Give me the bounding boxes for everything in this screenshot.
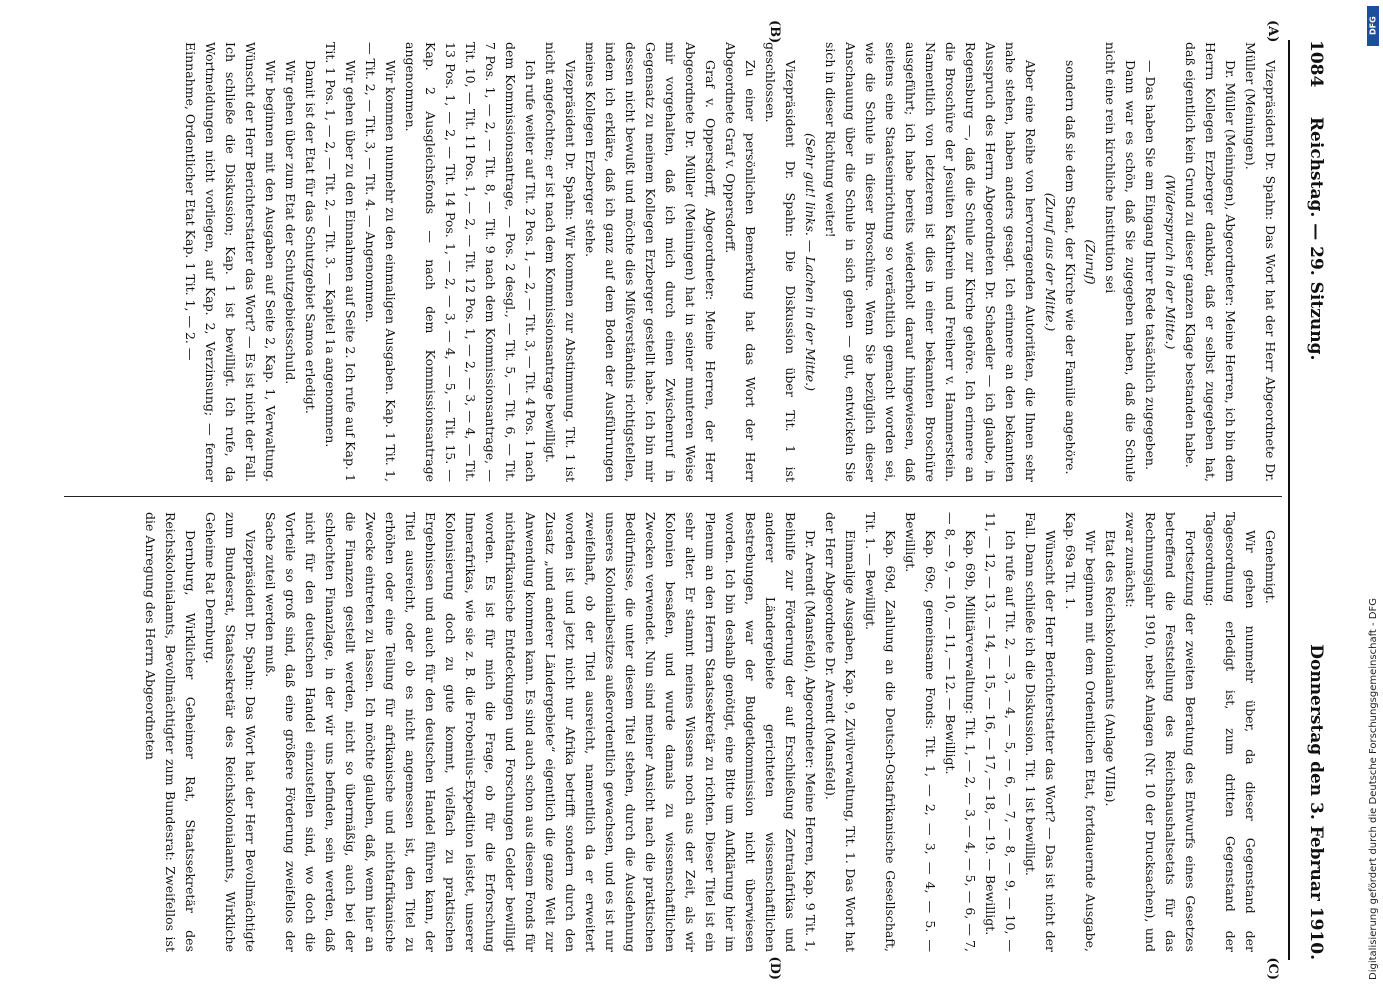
paragraph: (Widerspruch in der Mitte.) xyxy=(1162,174,1178,350)
paragraph: Kap. 69b, Militärverwaltung: Tit. 1, — 2, — 3, — 4, — 5, — 6, — 7, — 8, — 9, — 10, — 11, — 12. — Bewilligt. xyxy=(942,512,978,952)
paragraph: Ich rufe auf Tit. 2, — 3, — 4, — 5, — 6, — 7, — 8, — 9, — 10, — 11, — 12, — 13, — 14, — 15, — 16, — 17, — 18, — 19. — Bewilligt. xyxy=(982,512,1018,952)
margin-letter-a: (A) xyxy=(1264,20,1280,43)
paragraph: Wir gehen über zum Etat der Schutzgebietsschuld. xyxy=(282,60,298,385)
left-column xyxy=(62,42,1280,482)
page-header xyxy=(1288,40,1326,960)
paragraph: (Zuruf) xyxy=(1082,239,1098,285)
paragraph: Wir beginnen mit den Ausgaben auf Seite 2, Kap. 1, Verwaltung. Wünscht der Herr Berichterstatter das Wort? — Es ist nicht der Fall. Ich schließe die Diskussion; Kap. 1 ist bewilligt. Ich rufe, da Wortmeldungen nicht vorliegen, auf Kap. 2, Verzinsung; — ferner Einnahme, Ordentlicher Etat Kap. 1 Tit. 1, — 2. — xyxy=(182,42,278,482)
document-page xyxy=(42,20,1342,980)
paragraph: (Sehr gut! links. — Lachen in der Mitte.) xyxy=(802,132,818,392)
paragraph: Vizepräsident Dr. Spahn: Das Wort hat der Herr Bevollmächtigte zum Bundesrat, Staatssekretär des Reichskolonialamts, Wirkliche Geheime Rat Dernburg. xyxy=(202,512,258,952)
paragraph: sondern daß sie dem Staat, der Kirche wie der Familie angehöre. xyxy=(1062,60,1078,475)
paragraph: Etat des Reichskolonialamts (Anlage VIIIa). xyxy=(1102,530,1118,807)
paragraph: Dr. Arendt (Mansfeld), Abgeordneter: Meine Herren, Kap. 9 Tit. 1, Beihilfe zur Förderung der auf Erschließung Zentralafrikas und anderer Ländergebiete gerichteten wissenschaftlichen Bestrebungen, war der Budgetkommission nicht überwiesen worden. Ich bin deshalb genötigt, eine Bitte um Aufklärung hier im Plenum an den Herrn Staatssekretär zu richten. Dieser Titel ist ein sehr alter. Er stammt meines Wissens noch aus der Zeit, als wir Kolonien besaßen, und wurde damals zu wissenschaftlichen Zwecken verwendet. Nun sind meiner Ansicht nach die praktischen Bedürfnisse, die unter diesem Titel stehen, durch die Ausdehnung unseres Kolonialbesitzes außerordentlich gewachsen, und es ist nur zweifelhaft, ob der Titel ausreicht, namentlich da er erweitert worden ist und jetzt nicht nur Afrika betrifft sondern durch den Zusatz „und anderer Ländergebiete“ eigentlich die ganze Welt zur Anwendung kommen kann. Es sind auch schon aus diesem Fonds für nichtafrikanische Entdeckungen und Forschungen Gelder bewilligt worden. Es ist für mich die Frage, ob für die Erforschung Innerafrikas, wie sie z. B. die Frobenius-Expedition leistet, unserer Kolonisierung doch zu gute kommt, vielfach zu praktischen Ergebnissen und auch für den deutschen Handel führen kann, der Titel ausreicht, oder ob es nicht angemessen ist, den Titel zu erhöhen oder eine Teilung für afrikanische und nichtafrikanische Zwecke eintreten zu lassen. Ich möchte glauben, daß, wenn hier an die Finanzen gestellt werden, nicht so übermäßig, auch bei der schlechten Finanzlage, in der wir uns befinden, sein werden, daß nicht für den deutschen Handel einzustellen sind, wo doch die Vorteile so groß sind, daß eine größere Förderung zweifellos der Sache zuteil werden muß. xyxy=(262,512,818,952)
paragraph: Wünscht der Herr Berichterstatter das Wort? — Das ist nicht der Fall. Dann schließe ich die Diskussion. Tit. 1 ist bewilligt. xyxy=(1022,512,1058,952)
paragraph: Damit ist der Etat für das Schutzgebiet Samoa erledigt. xyxy=(302,60,318,414)
margin-letter-b: (B) xyxy=(766,20,782,44)
paragraph: Kap. 69d, Zahlung an die Deutsch-Ostafrikanische Gesellschaft, Tit. 1. — Bewilligt. xyxy=(862,512,898,952)
paragraph: Einmalige Ausgaben, Kap. 9, Zivilverwaltung, Tit. 1. Das Wort hat der Herr Abgeordnete Dr. Arendt (Mansfeld). xyxy=(822,512,858,952)
left-title: Reichstag. — 29. Sitzung. xyxy=(1305,116,1326,361)
margin-letter-c: (C) xyxy=(1264,957,1280,980)
paragraph: Vizepräsident Dr. Spahn: Das Wort hat der Herr Abgeordnete Dr. Müller (Meiningen). xyxy=(1242,42,1278,482)
page-number: 1084 xyxy=(1305,40,1326,88)
paragraph: Wir beginnen mit dem Ordentlichen Etat, fortdauernde Ausgabe, Kap. 69a Tit. 1. xyxy=(1062,512,1098,952)
paragraph: Dann war es schön, daß Sie zugegeben haben, daß die Schule nicht eine rein kirchliche Institution sei xyxy=(1102,42,1138,482)
column-divider xyxy=(64,496,1282,497)
paragraph: Aber eine Reihe von hervorragenden Autoritäten, die Ihnen sehr nahe stehen, haben anders gesagt. Ich erinnere an den bekannten Ausspruch des Herrn Abgeordneten Dr. Schaedler — ich glaube, in Regensburg —, daß die Schule zur Kirche gehöre. Ich erinnere an die Broschüre der Jesuiten Kathrein und Freiherr v. Hammerstein. Namentlich von letzterem ist dies in einer bekannten Broschüre ausgeführt; ich habe bereits wiederholt darauf hingewiesen, daß seitens eine Staatseinrichtung so verächtlich gemacht worden sei, wie die Schule in dieser Broschüre. Wenn Sie bezüglich dieser Anschauung über die Schule in sich gehen — gut, entwickeln Sie sich in dieser Richtung weiter! xyxy=(822,42,1038,482)
paragraph: Fortsetzung der zweiten Beratung des Entwurfs eines Gesetzes betreffend die Feststellung des Reichshaushaltsetats für das Rechnungsjahr 1910, nebst Anlagen (Nr. 10 der Drucksachen), und zwar zunächst: xyxy=(1122,512,1198,952)
paragraph: Dernburg, Wirklicher Geheimer Rat, Staatssekretär des Reichskolonialamts, Bevollmächtigter zum Bundesrat: Zweifellos ist die Anregung des Herrn Abgeordneten xyxy=(142,512,198,952)
paragraph: Dr. Müller (Meiningen), Abgeordneter: Meine Herren, ich bin dem Herrn Kollegen Erzberger dankbar, daß er selbst zugegeben hat, daß eigentlich kein Grund zu dieser ganzen Klage bestanden habe. xyxy=(1182,42,1238,482)
paragraph: Zu einer persönlichen Bemerkung hat das Wort der Herr Abgeordnete Graf v. Oppersdorff. xyxy=(722,42,758,482)
paragraph: Kap. 69c, gemeinsame Fonds: Tit. 1, — 2, — 3, — 4, — 5. — Bewilligt. xyxy=(902,512,938,952)
paragraph: Graf v. Oppersdorff, Abgeordneter: Meine Herren, der Herr Abgeordnete Dr. Müller (Meiningen) hat in seiner munteren Weise mir vorgehalten, daß ich mich durch einen Zwischenruf in Gegensatz zu meinem Kollegen Erzberger gestellt habe. Ich bin mir dessen nicht bewußt und möchte dies Mißverständnis richtigstellen, indem ich erkläre, daß ich ganz auf dem Boden der Ausführungen meines Kollegen Erzberger stehe. xyxy=(582,42,718,482)
paragraph: Vizepräsident Dr. Spahn: Die Diskussion über Tit. 1 ist geschlossen. xyxy=(762,42,798,482)
header-left xyxy=(1306,40,1326,360)
right-title: Donnerstag den 3. Februar 1910. xyxy=(1305,644,1326,960)
paragraph: Wir kommen nunmehr zu den einmaligen Ausgaben. Kap. 1 Tit. 1, — Tit. 2, — Tit. 3, — Tit. 4. — Angenommen. xyxy=(362,42,398,482)
dfg-logo: DFG xyxy=(1367,6,1379,46)
digitization-credit: Digitalisierung gefördert durch die Deutsche Forschungsgemeinschaft - DFG xyxy=(1368,597,1379,980)
paragraph: Ich rufe weiter auf Tit. 2 Pos. 1, — 2, — Tit. 3, — Tit. 4 Pos. 1 nach dem Kommissionsantrage, — Pos. 2 desgl., — Tit. 5, — Tit. 6, — Tit. 7 Pos. 1, — 2, — Tit. 8, — Tit. 9 nach dem Kommissionsantrage, — Tit. 10, — Tit. 11 Pos. 1, — 2, — Tit. 12 Pos. 1, — 2, — 3, — 4, — Tit. 13 Pos. 1, — 2, — Tit. 14 Pos. 1, — 2, — 3, — 4, — 5, — Tit. 15. — Kap. 2 Ausgleichsfonds — nach dem Kommissionsantrage angenommen. xyxy=(402,42,538,482)
margin-letter-d: (D) xyxy=(766,956,782,980)
paragraph: Wir gehen über zu den Einnahmen auf Seite 2. Ich rufe auf Kap. 1 Tit. 1 Pos. 1, — 2, — Tit. 2, — Tit. 3. — Kapitel 1a angenommen. xyxy=(322,42,358,482)
paragraph: Wir gehen nunmehr über, da dieser Gegenstand der Tagesordnung erledigt ist, zum dritten Gegenstand der Tagesordnung: xyxy=(1202,512,1258,952)
paragraph: Vizepräsident Dr. Spahn: Wir kommen zur Abstimmung. Tit. 1 ist nicht angefochten; er ist nach dem Kommissionsantrage bewilligt. xyxy=(542,42,578,482)
paragraph: — Das haben Sie am Eingang Ihrer Rede tatsächlich zugegeben. xyxy=(1142,60,1158,470)
paragraph: (Zuruf aus der Mitte.) xyxy=(1042,192,1058,332)
right-column xyxy=(62,512,1280,952)
paragraph: Genehmigt. xyxy=(1262,530,1278,604)
